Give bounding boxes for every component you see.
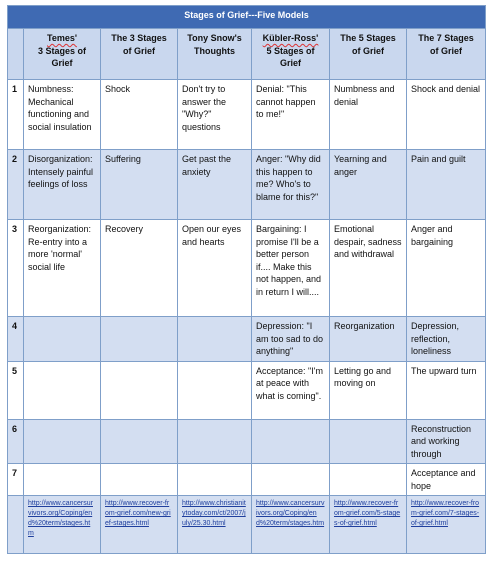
source-link-cell	[101, 496, 178, 554]
row-number: 2	[8, 150, 24, 220]
row-number: 1	[8, 80, 24, 150]
row-number: 6	[8, 419, 24, 464]
table-cell: Disorganization: Intensely painful feelings of loss	[24, 150, 101, 220]
table-cell: Bargaining: I promise I'll be a better person if.... Make this not happen, and in return I will....	[252, 220, 330, 317]
table-cell: Get past the anxiety	[178, 150, 252, 220]
header-3-stages: The 3 Stages of Grief	[101, 29, 178, 80]
source-link-tony-snow[interactable]: http://www.christianitytoday.com/ct/2007/july/25.30.html	[182, 500, 246, 527]
source-link-temes[interactable]: http://www.cancersurvivors.org/Coping/end%20term/stages.htm	[28, 500, 93, 537]
source-link-3-stages[interactable]: http://www.recover-from-grief.com/new-grief-stages.html	[105, 500, 171, 527]
table-cell: Reorganization: Re-entry into a more 'normal' social life	[24, 220, 101, 317]
links-row	[8, 496, 486, 554]
row-number: 5	[8, 361, 24, 419]
table-row	[8, 80, 486, 150]
table-cell: Numbness and denial	[330, 80, 407, 150]
table-cell	[24, 317, 101, 362]
table-cell: Suffering	[101, 150, 178, 220]
header-kubler-ross: Kübler-Ross' 5 Stages of Grief	[252, 29, 330, 80]
table-cell: Acceptance and hope	[407, 464, 486, 496]
table-cell	[178, 317, 252, 362]
table-cell: Shock	[101, 80, 178, 150]
source-link-7-stages[interactable]: http://www.recover-from-grief.com/7-stages-of-grief.html	[411, 500, 480, 527]
header-tony-snow: Tony Snow's Thoughts	[178, 29, 252, 80]
header-5-stages: The 5 Stages of Grief	[330, 29, 407, 80]
table-cell	[24, 464, 101, 496]
source-link-5-stages[interactable]: http://www.recover-from-grief.com/5-stages-of-grief.html	[334, 500, 401, 527]
grief-models-table	[7, 5, 486, 554]
header-temes: Temes' 3 Stages of Grief	[24, 29, 101, 80]
header-7-stages: The 7 Stages of Grief	[407, 29, 486, 80]
table-cell: Letting go and moving on	[330, 361, 407, 419]
table-cell	[101, 419, 178, 464]
table-row	[8, 317, 486, 362]
row-number: 4	[8, 317, 24, 362]
table-cell	[24, 361, 101, 419]
source-link-cell	[407, 496, 486, 554]
table-cell	[101, 361, 178, 419]
table-cell: Pain and guilt	[407, 150, 486, 220]
table-row	[8, 464, 486, 496]
header-corner	[8, 29, 24, 80]
table-cell: Don't try to answer the "Why?" questions	[178, 80, 252, 150]
table-cell	[178, 419, 252, 464]
table-row	[8, 361, 486, 419]
table-cell: Depression: "I am too sad to do anything"	[252, 317, 330, 362]
table-cell	[24, 419, 101, 464]
source-link-cell	[178, 496, 252, 554]
table-cell	[101, 464, 178, 496]
source-link-cell	[330, 496, 407, 554]
table-cell: Numbness: Mechanical functioning and social insulation	[24, 80, 101, 150]
table-cell	[330, 419, 407, 464]
table-cell: Anger and bargaining	[407, 220, 486, 317]
table-cell: Recovery	[101, 220, 178, 317]
table-cell: Reorganization	[330, 317, 407, 362]
table-cell: Depression, reflection, loneliness	[407, 317, 486, 362]
source-link-kubler-ross[interactable]: http://www.cancersurvivors.org/Coping/end%20term/stages.htm	[256, 500, 325, 527]
table-cell	[252, 419, 330, 464]
table-row	[8, 220, 486, 317]
table-cell	[330, 464, 407, 496]
source-link-cell	[252, 496, 330, 554]
table-cell	[252, 464, 330, 496]
table-cell: Anger: "Why did this happen to me? Who's to blame for this?"	[252, 150, 330, 220]
table-cell	[101, 317, 178, 362]
table-cell: Emotional despair, sadness and withdrawal	[330, 220, 407, 317]
table-cell	[178, 361, 252, 419]
source-link-cell	[24, 496, 101, 554]
table-row	[8, 150, 486, 220]
row-number: 7	[8, 464, 24, 496]
table-title: Stages of Grief---Five Models	[8, 6, 486, 29]
header-row	[8, 29, 486, 80]
table-cell: Reconstruction and working through	[407, 419, 486, 464]
table-cell: Yearning and anger	[330, 150, 407, 220]
row-number: 3	[8, 220, 24, 317]
table-cell: The upward turn	[407, 361, 486, 419]
table-row	[8, 419, 486, 464]
table-cell: Denial: "This cannot happen to me!"	[252, 80, 330, 150]
table-cell	[178, 464, 252, 496]
links-row-label	[8, 496, 24, 554]
table-cell: Open our eyes and hearts	[178, 220, 252, 317]
table-cell: Acceptance: "I'm at peace with what is coming".	[252, 361, 330, 419]
table-cell: Shock and denial	[407, 80, 486, 150]
